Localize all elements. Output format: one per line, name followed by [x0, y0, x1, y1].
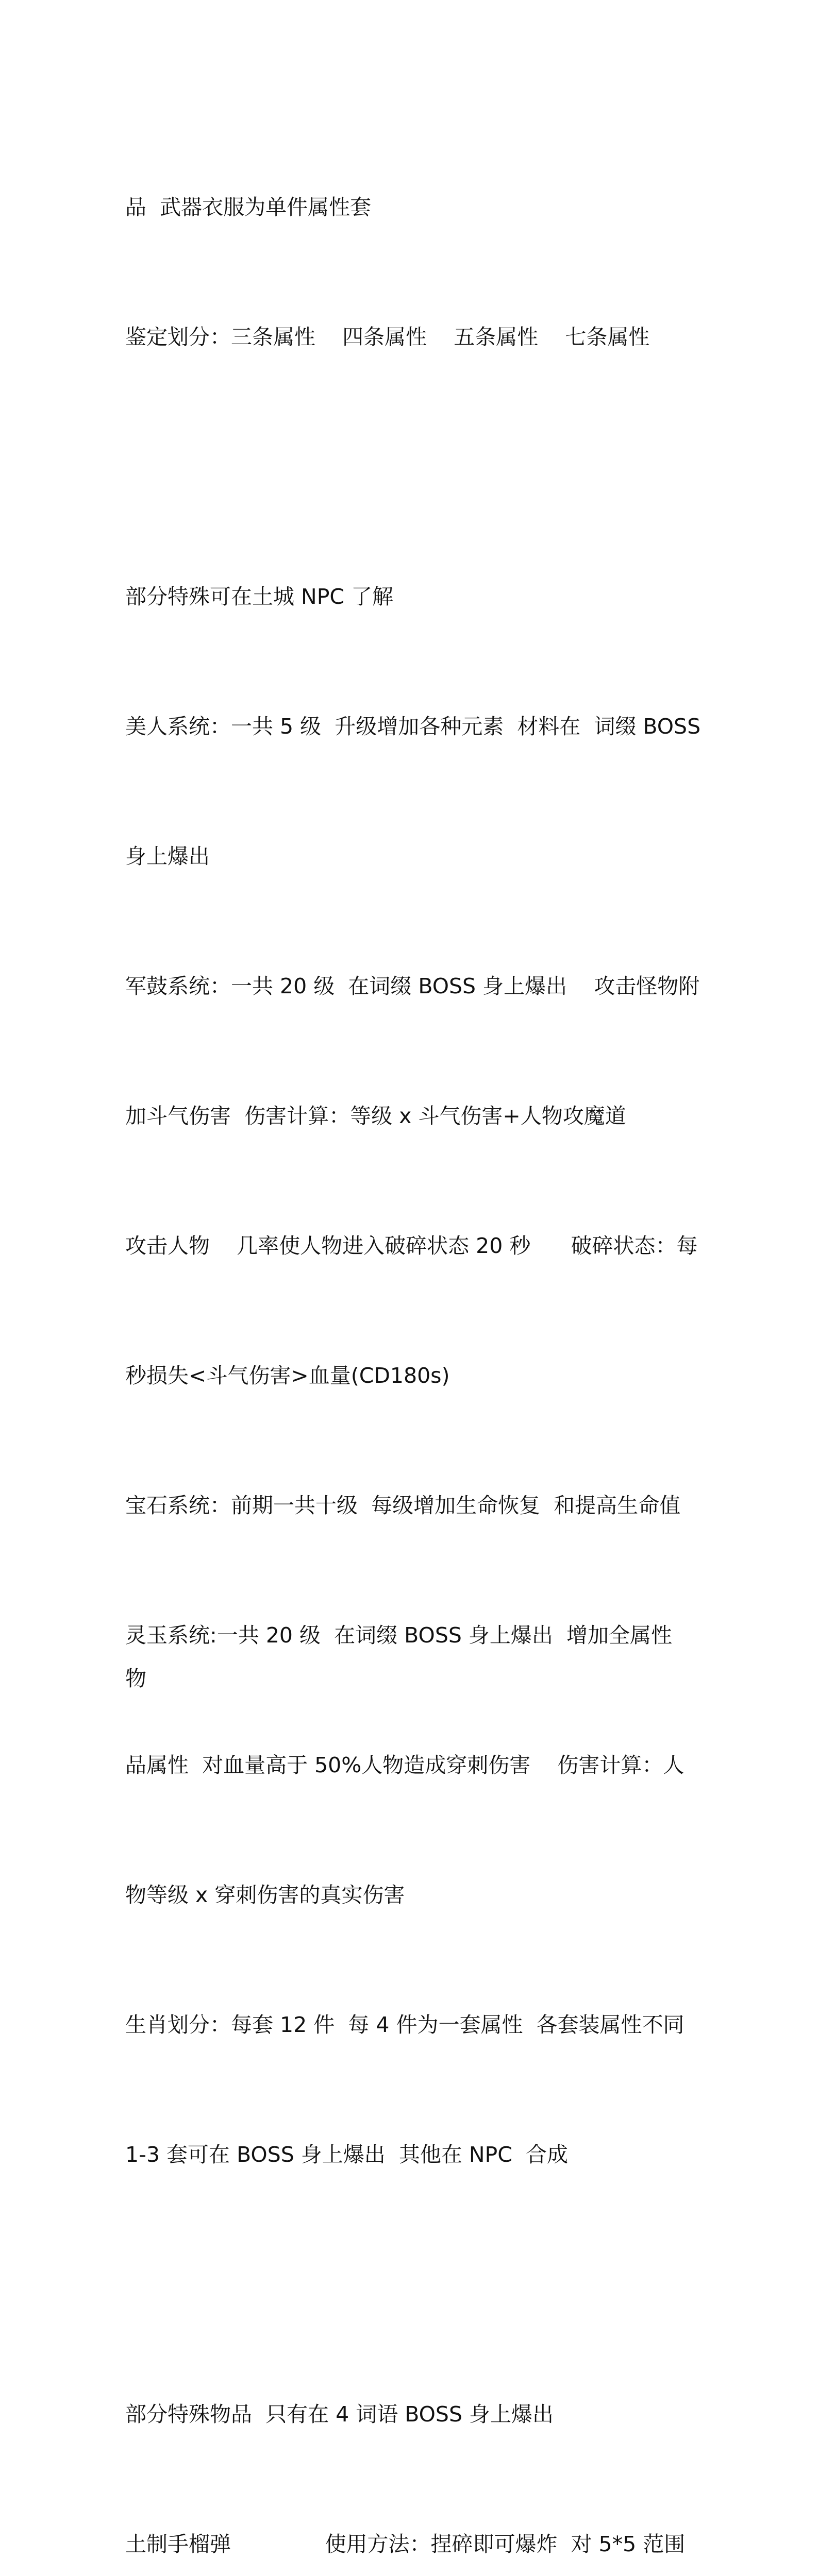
text-line: 品属性 对血量高于 50%人物造成穿刺伤害 伤害计算：人	[125, 1753, 685, 1777]
text-line: 物等级 x 穿刺伤害的真实伤害	[125, 1883, 405, 1907]
text-line: 秒损失<斗气伤害>血量(CD180s)	[125, 1363, 450, 1388]
text-line: 宝石系统：前期一共十级 每级增加生命恢复 和提高生命值	[125, 1493, 681, 1518]
document-body	[125, 99, 705, 2576]
text-line: 军鼓系统：一共 20 级 在词缀 BOSS 身上爆出 攻击怪物附	[125, 974, 700, 998]
text-line: 灵玉系统:一共 20 级 在词缀 BOSS 身上爆出 增加全属性 物	[125, 1623, 686, 1691]
text-line: 鉴定划分：三条属性 四条属性 五条属性 七条属性	[125, 325, 650, 349]
text-line: 美人系统：一共 5 级 升级增加各种元素 材料在 词缀 BOSS	[125, 714, 701, 739]
text-line: 身上爆出	[125, 844, 210, 869]
text-line: 部分特殊物品 只有在 4 词语 BOSS 身上爆出	[125, 2402, 554, 2427]
text-line: 加斗气伤害 伤害计算：等级 x 斗气伤害+人物攻魔道	[125, 1104, 626, 1128]
text-line: 攻击人物 几率使人物进入破碎状态 20 秒 破碎状态：每	[125, 1233, 698, 1258]
blank-line	[125, 2263, 705, 2306]
text-line: 土制手榴弹 使用方法：捏碎即可爆炸 对 5*5 范围	[125, 2532, 686, 2556]
blank-line	[125, 445, 705, 488]
text-line: 1-3 套可在 BOSS 身上爆出 其他在 NPC 合成	[125, 2142, 568, 2167]
text-line: 部分特殊可在土城 NPC 了解	[125, 584, 394, 609]
text-line: 品 武器衣服为单件属性套	[125, 195, 372, 219]
text-line: 生肖划分：每套 12 件 每 4 件为一套属性 各套装属性不同	[125, 2012, 685, 2037]
